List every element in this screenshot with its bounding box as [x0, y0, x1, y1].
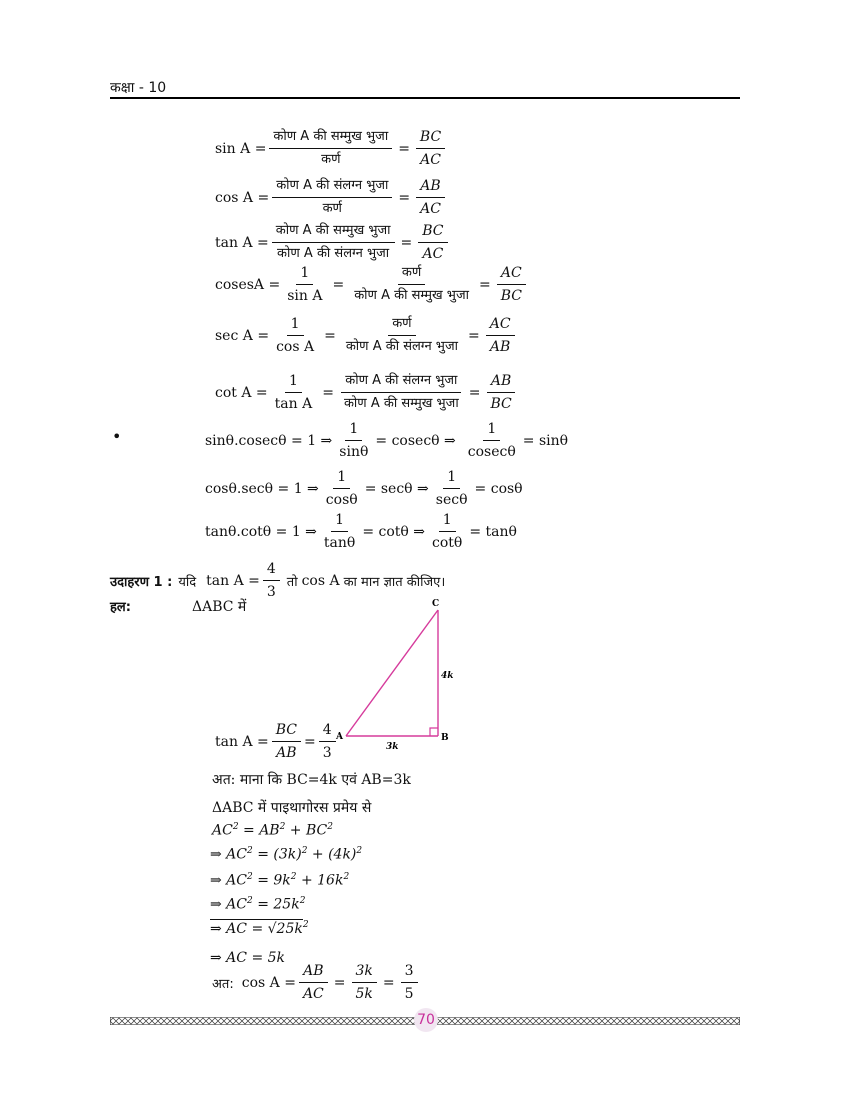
side-bc-label: 4k: [441, 671, 454, 681]
final-lhs: cos A =: [241, 974, 296, 991]
identity-tan-cot: [205, 511, 517, 552]
fraction-denominator: secθ: [435, 492, 468, 508]
formula-cos: cos A = $\frac{\text{कोण A की संलग्न भुजा}}{\text{कर्ण}}$ = $\frac{AB}{AC}$: [215, 177, 448, 218]
solution-label: हल:: [110, 600, 131, 615]
fraction: [272, 222, 395, 263]
fraction-numerator: 4: [263, 560, 280, 581]
formula-lhs: sin A =: [215, 140, 267, 157]
triangle-reference: ΔABC में: [192, 599, 247, 615]
fraction: [283, 264, 326, 305]
fraction-denominator: कोण A की सम्मुख भुजा: [343, 396, 459, 411]
identity-text: = sinθ: [522, 432, 569, 449]
fraction-denominator: sin A: [287, 288, 323, 304]
fraction-numerator: 4: [319, 721, 336, 742]
fraction-numerator: 1: [331, 511, 348, 532]
fraction-numerator: AC: [486, 315, 515, 336]
right-triangle-diagram: [328, 592, 458, 752]
fraction-denominator: कोण A की सम्मुख भुजा: [354, 288, 469, 303]
fraction-numerator: कोण A की संलग्न भुजा: [341, 372, 461, 393]
page-number: 70: [414, 1008, 438, 1032]
fraction: [352, 962, 377, 1003]
side-ab-label: 3k: [386, 742, 399, 752]
fraction-numerator: 1: [287, 315, 304, 336]
fraction-numerator: 1: [285, 372, 302, 393]
fraction: [486, 372, 515, 413]
page-header-class-label: कक्षा - 10: [110, 80, 167, 96]
formula-lhs: sec A =: [215, 327, 270, 344]
formula-sec: sec A = $\frac{1}{\text{cos A}}$ = $\frac{\text{कर्ण}}{\text{कोण A की संलग्न भुजा}}$ = $\frac{AC}{AB}$: [215, 315, 518, 356]
fraction-numerator: 3: [401, 962, 418, 983]
fraction: [269, 128, 392, 169]
identity-text: = cosecθ ⇒: [375, 432, 456, 449]
solution-assumption: अत: माना कि BC=4k एवं AB=3k: [212, 772, 411, 788]
example-label: उदाहरण 1 :: [110, 574, 173, 590]
fraction: [350, 264, 473, 305]
identity-text: = cotθ ⇒: [362, 523, 426, 540]
formula-cot: cot A = $\frac{1}{\text{tan A}}$ = $\frac{\text{कोण A की संलग्न भुजा}}{\text{कोण A की सम्मुख भुजा}}$ = $\frac{AB}{BC}$: [215, 372, 519, 413]
formula-tan: tan A = $\frac{\text{कोण A की सम्मुख भुजा}}{\text{कोण A की संलग्न भुजा}}$ = $\frac{BC}{AC}$: [215, 222, 451, 263]
fraction-numerator: BC: [418, 222, 447, 243]
fraction-denominator: BC: [490, 396, 512, 412]
fraction: [418, 222, 447, 263]
fraction-denominator: AB: [276, 745, 297, 761]
fraction-numerator: 3k: [352, 962, 377, 983]
fraction-numerator: कर्ण: [388, 315, 415, 336]
solution-tan-equation: [215, 721, 339, 762]
identity-cos-sec: [205, 468, 523, 509]
fraction: [464, 420, 520, 461]
formula-lhs: cos A =: [215, 189, 270, 206]
solution-pythagoras: ΔABC में पाइथागोरस प्रमेय से: [212, 800, 372, 816]
example-text: का मान ज्ञात कीजिए।: [343, 574, 446, 590]
fraction-denominator: cotθ: [432, 535, 463, 551]
fraction-denominator: 3: [322, 745, 332, 761]
example-text: यदि: [178, 574, 197, 590]
identity-text: = cosθ: [474, 480, 523, 497]
fraction-denominator: tanθ: [323, 535, 356, 551]
fraction-numerator: 1: [333, 468, 350, 489]
identity-text: tanθ.cotθ = 1 ⇒: [205, 523, 317, 540]
fraction: [340, 372, 463, 413]
fraction-numerator: BC: [272, 721, 301, 742]
fraction-numerator: AC: [497, 264, 526, 285]
fraction-denominator: AC: [302, 986, 324, 1002]
fraction-numerator: AB: [487, 372, 515, 393]
fraction: [319, 721, 336, 762]
fraction-numerator: BC: [416, 128, 445, 149]
fraction-denominator: 3: [266, 584, 276, 600]
formula-lhs: cot A =: [215, 384, 268, 401]
fraction-denominator: कर्ण: [321, 152, 341, 167]
step-5: ⇒ AC = $√25k^2$: [210, 920, 309, 937]
step-1: $AC^2 = AB^2 + BC^2$: [212, 822, 333, 839]
identity-sin-cosec: [205, 420, 568, 461]
vertex-b-label: B: [441, 733, 449, 743]
vertex-a-label: A: [336, 732, 343, 742]
fraction-numerator: 1: [443, 468, 460, 489]
identity-text: = secθ ⇒: [364, 480, 429, 497]
fraction-numerator: 1: [345, 420, 362, 441]
fraction: [428, 511, 466, 552]
fraction-numerator: 1: [296, 264, 313, 285]
fraction-denominator: cosθ: [325, 492, 358, 508]
fraction: [272, 721, 301, 762]
side-ac: [346, 610, 438, 736]
fraction: [320, 511, 359, 552]
fraction: [486, 315, 515, 356]
formula-lhs: tan A =: [215, 234, 269, 251]
example-cos: cos A: [301, 572, 340, 589]
step-2: ⇒ $AC^2 = (3k)^2 + (4k)^2$: [210, 846, 363, 863]
formula-cosec: cosesA = $\frac{1}{\text{sin A}}$ = $\frac{\text{कर्ण}}{\text{कोण A की सम्मुख भुजा}}$ = $\frac{AC}{BC}$: [215, 264, 529, 305]
fraction-denominator: cosecθ: [467, 444, 516, 460]
fraction-numerator: AB: [416, 177, 444, 198]
fraction-denominator: AC: [420, 201, 441, 217]
bullet-point: •: [112, 427, 122, 446]
fraction: [272, 315, 318, 356]
fraction-numerator: AB: [299, 962, 327, 983]
formula-lhs: cosesA =: [215, 276, 281, 293]
fraction-denominator: tan A: [274, 396, 313, 412]
solution-final: अत: cos A = $\frac{AB}{AC}$ = $\frac{3k}{5k}$ = $\frac{3}{5}$: [212, 962, 421, 1003]
fraction: [335, 420, 372, 461]
fraction-numerator: कोण A की सम्मुख भुजा: [272, 222, 395, 243]
identity-text: sinθ.cosecθ = 1 ⇒: [205, 432, 333, 449]
vertex-c-label: C: [432, 599, 440, 609]
fraction-denominator: BC: [500, 288, 522, 304]
fraction-numerator: कर्ण: [398, 264, 425, 285]
fraction-denominator: कोण A की संलग्न भुजा: [277, 246, 390, 261]
fraction: [432, 468, 472, 509]
formula-sin: sin A = $\frac{\text{कोण A की सम्मुख भुजा}}{\text{कर्ण}}$ = $\frac{BC}{AC}$: [215, 128, 448, 169]
step-3: ⇒ $AC^2 = 9k^2 + 16k^2$: [210, 872, 350, 889]
fraction: [299, 962, 328, 1003]
equation-lhs: tan A =: [215, 733, 269, 750]
fraction: [401, 962, 418, 1003]
fraction-denominator: कर्ण: [322, 201, 342, 216]
example-tan: tan A =: [206, 572, 260, 589]
fraction-denominator: 5k: [355, 986, 373, 1002]
identity-text: cosθ.secθ = 1 ⇒: [205, 480, 319, 497]
fraction-denominator: AB: [489, 339, 511, 355]
header-rule: [110, 97, 740, 99]
step-4: ⇒ $AC^2 = 25k^2$: [210, 896, 306, 913]
fraction: [271, 372, 317, 413]
identity-text: = tanθ: [469, 523, 517, 540]
fraction-denominator: 5: [404, 986, 414, 1002]
fraction-numerator: कोण A की संलग्न भुजा: [272, 177, 392, 198]
fraction-denominator: AC: [422, 246, 444, 262]
fraction: [497, 264, 526, 305]
fraction: [272, 177, 392, 218]
equals-sign: =: [304, 733, 316, 750]
fraction-denominator: AC: [420, 152, 441, 168]
example-text: तो: [286, 574, 298, 590]
final-label: अत:: [212, 976, 234, 992]
fraction: [416, 177, 445, 218]
fraction: [322, 468, 362, 509]
fraction: [263, 560, 280, 601]
fraction: [416, 128, 445, 169]
fraction-denominator: cos A: [276, 339, 315, 355]
fraction-numerator: 1: [483, 420, 500, 441]
fraction-numerator: कोण A की सम्मुख भुजा: [269, 128, 392, 149]
right-angle-mark: [430, 728, 438, 736]
fraction-denominator: कोण A की संलग्न भुजा: [345, 339, 458, 354]
fraction-denominator: sinθ: [339, 444, 369, 460]
fraction: [342, 315, 462, 356]
step-6: ⇒ AC = 5k: [210, 950, 286, 966]
fraction-numerator: 1: [439, 511, 456, 532]
